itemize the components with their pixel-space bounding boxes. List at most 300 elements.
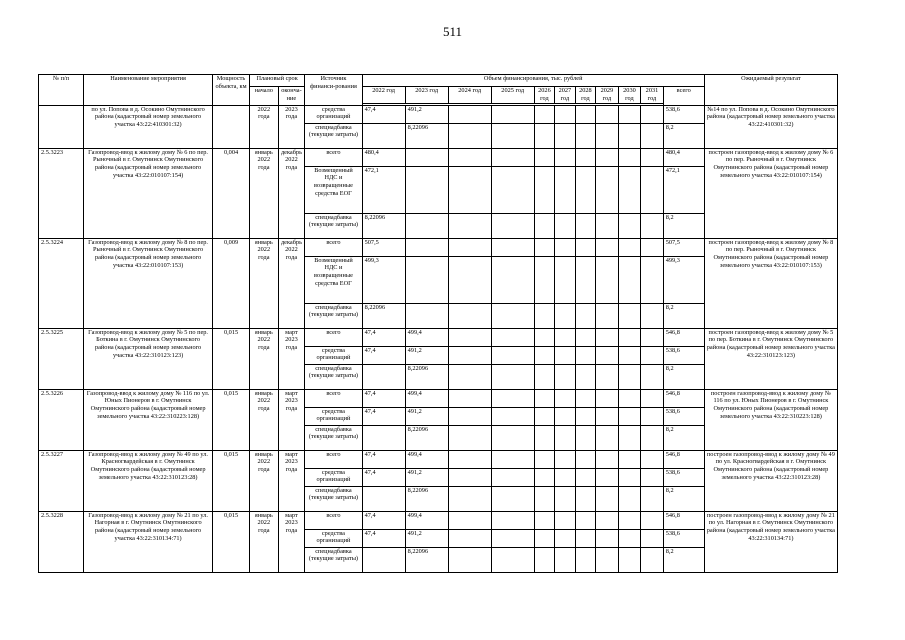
- value-2023: 491,2: [405, 407, 448, 425]
- empty-year-cell: [491, 407, 534, 425]
- value-2022: 47,4: [362, 328, 405, 346]
- empty-year-cell: [618, 529, 641, 547]
- empty-year-cell: [641, 303, 664, 328]
- empty-year-cell: [534, 328, 554, 346]
- source-label: спецнадбавка (текущие затраты): [305, 364, 362, 389]
- value-2022: 8,22096: [362, 303, 405, 328]
- table-row: [39, 328, 838, 346]
- value-2022: 472,1: [362, 166, 405, 213]
- empty-year-cell: [534, 425, 554, 450]
- empty-year-cell: [555, 547, 575, 572]
- header-start: начало: [249, 87, 278, 106]
- value-2022: 480,4: [362, 148, 405, 166]
- source-label: всего: [305, 238, 362, 256]
- empty-year-cell: [555, 486, 575, 511]
- row-capacity: 0,015: [213, 511, 250, 572]
- empty-year-cell: [491, 238, 534, 256]
- source-label: всего: [305, 328, 362, 346]
- empty-year-cell: [448, 328, 491, 346]
- empty-year-cell: [534, 238, 554, 256]
- empty-year-cell: [491, 328, 534, 346]
- empty-year-cell: [575, 256, 595, 303]
- empty-year-cell: [491, 105, 534, 123]
- empty-year-cell: [641, 547, 664, 572]
- empty-year-cell: [575, 238, 595, 256]
- empty-year-cell: [596, 425, 619, 450]
- value-total: 499,3: [663, 256, 704, 303]
- empty-year-cell: [618, 328, 641, 346]
- row-start: январь 2022 года: [249, 450, 278, 511]
- empty-year-cell: [575, 364, 595, 389]
- empty-year-cell: [491, 547, 534, 572]
- empty-year-cell: [575, 425, 595, 450]
- row-result: построен газопровод-ввод к жилому дому № 21 по ул. Нагорная в г. Омутнинск Омутнинского района (кадастровый номер земельного участка 43:22:310134:71): [704, 511, 837, 572]
- empty-year-cell: [618, 166, 641, 213]
- value-total: 546,8: [663, 328, 704, 346]
- header-year-2030: 2030 год: [618, 87, 641, 104]
- empty-year-cell: [555, 166, 575, 213]
- empty-year-cell: [534, 511, 554, 529]
- empty-year-cell: [618, 346, 641, 364]
- page-number: 511: [442, 24, 463, 39]
- empty-year-cell: [448, 256, 491, 303]
- header-end: оконча-ние: [278, 87, 305, 106]
- empty-year-cell: [555, 364, 575, 389]
- empty-year-cell: [534, 256, 554, 303]
- row-end: 2023 года: [278, 105, 305, 148]
- header-year-2024: 2024 год: [448, 87, 491, 104]
- empty-year-cell: [618, 425, 641, 450]
- empty-year-cell: [491, 529, 534, 547]
- value-total: 8,2: [663, 123, 704, 148]
- source-label: средства организаций: [305, 529, 362, 547]
- empty-year-cell: [596, 303, 619, 328]
- empty-year-cell: [596, 486, 619, 511]
- empty-year-cell: [618, 468, 641, 486]
- empty-year-cell: [491, 346, 534, 364]
- empty-year-cell: [555, 213, 575, 238]
- empty-year-cell: [641, 486, 664, 511]
- value-2022: 47,4: [362, 346, 405, 364]
- value-2023: [405, 256, 448, 303]
- value-2023: 491,2: [405, 346, 448, 364]
- value-2023: 499,4: [405, 450, 448, 468]
- empty-year-cell: [448, 468, 491, 486]
- empty-year-cell: [641, 346, 664, 364]
- empty-year-cell: [596, 166, 619, 213]
- value-2022: 47,4: [362, 105, 405, 123]
- empty-year-cell: [575, 303, 595, 328]
- empty-year-cell: [448, 148, 491, 166]
- row-start: 2022 года: [249, 105, 278, 148]
- empty-year-cell: [491, 364, 534, 389]
- empty-year-cell: [491, 425, 534, 450]
- funding-table: [38, 74, 838, 573]
- value-total: 8,2: [663, 303, 704, 328]
- table-row: [39, 450, 838, 468]
- value-2023: 491,2: [405, 105, 448, 123]
- value-2023: 8,22096: [405, 425, 448, 450]
- row-name: Газопровод-ввод к жилому дому № 116 по ул. Юных Пионеров в г. Омутнинск Омутнинского района (кадастровый номер земельного участка 43:22:310223:128): [84, 389, 213, 450]
- empty-year-cell: [448, 486, 491, 511]
- value-2023: [405, 148, 448, 166]
- empty-year-cell: [575, 529, 595, 547]
- empty-year-cell: [448, 407, 491, 425]
- value-total: 8,2: [663, 486, 704, 511]
- empty-year-cell: [618, 389, 641, 407]
- row-result: построен газопровод-ввод к жилому дому № 8 по пер. Рыночный в г. Омутнинск Омутнинского района (кадастровый номер земельного участка 43:22:010107:153): [704, 238, 837, 328]
- value-2022: 507,5: [362, 238, 405, 256]
- empty-year-cell: [555, 123, 575, 148]
- value-total: 8,2: [663, 213, 704, 238]
- empty-year-cell: [448, 166, 491, 213]
- empty-year-cell: [596, 105, 619, 123]
- row-result: построен газопровод-ввод к жилому дому № 5 по пер. Боткина в г. Омутнинск Омутнинского района (кадастровый номер земельного участка 43:22:310123:123): [704, 328, 837, 389]
- empty-year-cell: [575, 511, 595, 529]
- empty-year-cell: [641, 148, 664, 166]
- empty-year-cell: [618, 407, 641, 425]
- empty-year-cell: [534, 407, 554, 425]
- value-total: 472,1: [663, 166, 704, 213]
- empty-year-cell: [555, 468, 575, 486]
- row-number: 2.5.3226: [39, 389, 84, 450]
- value-total: 546,8: [663, 450, 704, 468]
- empty-year-cell: [448, 105, 491, 123]
- table-row: [39, 389, 838, 407]
- empty-year-cell: [596, 389, 619, 407]
- empty-year-cell: [618, 105, 641, 123]
- empty-year-cell: [575, 346, 595, 364]
- empty-year-cell: [596, 328, 619, 346]
- empty-year-cell: [534, 468, 554, 486]
- row-number: 2.5.3225: [39, 328, 84, 389]
- empty-year-cell: [534, 346, 554, 364]
- value-2023: 499,4: [405, 389, 448, 407]
- value-2023: 499,4: [405, 511, 448, 529]
- header-total: всего: [663, 87, 704, 106]
- empty-year-cell: [534, 105, 554, 123]
- value-total: 8,2: [663, 364, 704, 389]
- empty-year-cell: [641, 256, 664, 303]
- empty-year-cell: [618, 213, 641, 238]
- empty-year-cell: [448, 303, 491, 328]
- empty-year-cell: [575, 389, 595, 407]
- row-capacity: 0,015: [213, 328, 250, 389]
- header-funding: Объем финансирования, тыс. рублей: [362, 75, 704, 87]
- header-term: Плановый срок: [249, 75, 304, 87]
- row-name: по ул. Попова в д. Осокино Омутнинского района (кадастровый номер земельного участка 43:22:410301:32): [84, 105, 213, 148]
- value-2022: [362, 425, 405, 450]
- empty-year-cell: [641, 166, 664, 213]
- value-2023: [405, 166, 448, 213]
- empty-year-cell: [596, 364, 619, 389]
- empty-year-cell: [596, 123, 619, 148]
- empty-year-cell: [534, 148, 554, 166]
- empty-year-cell: [641, 425, 664, 450]
- source-label: спецнадбавка (текущие затраты): [305, 486, 362, 511]
- empty-year-cell: [596, 468, 619, 486]
- empty-year-cell: [491, 450, 534, 468]
- empty-year-cell: [641, 529, 664, 547]
- empty-year-cell: [596, 547, 619, 572]
- empty-year-cell: [555, 303, 575, 328]
- row-number: 2.5.3228: [39, 511, 84, 572]
- empty-year-cell: [575, 328, 595, 346]
- empty-year-cell: [491, 213, 534, 238]
- header-name: Наименование мероприятия: [84, 75, 213, 106]
- value-2022: [362, 486, 405, 511]
- empty-year-cell: [534, 486, 554, 511]
- value-total: 538,6: [663, 105, 704, 123]
- empty-year-cell: [534, 547, 554, 572]
- empty-year-cell: [555, 346, 575, 364]
- row-number: 2.5.3224: [39, 238, 84, 328]
- empty-year-cell: [491, 389, 534, 407]
- row-end: декабрь 2022 года: [278, 148, 305, 238]
- empty-year-cell: [555, 256, 575, 303]
- row-capacity: 0,009: [213, 238, 250, 328]
- empty-year-cell: [534, 450, 554, 468]
- row-capacity: 0,015: [213, 389, 250, 450]
- row-end: март 2023 года: [278, 450, 305, 511]
- empty-year-cell: [641, 105, 664, 123]
- value-2022: [362, 123, 405, 148]
- value-2023: [405, 213, 448, 238]
- source-label: средства организаций: [305, 105, 362, 123]
- table-row: [39, 148, 838, 166]
- source-label: спецнадбавка (текущие затраты): [305, 547, 362, 572]
- empty-year-cell: [596, 450, 619, 468]
- header-year-2027: 2027 год: [555, 87, 575, 104]
- value-2022: 47,4: [362, 511, 405, 529]
- empty-year-cell: [534, 213, 554, 238]
- empty-year-cell: [641, 238, 664, 256]
- source-label: спецнадбавка (текущие затраты): [305, 303, 362, 328]
- value-2022: 47,4: [362, 389, 405, 407]
- value-total: 538,6: [663, 468, 704, 486]
- empty-year-cell: [641, 407, 664, 425]
- empty-year-cell: [596, 407, 619, 425]
- empty-year-cell: [534, 529, 554, 547]
- empty-year-cell: [641, 450, 664, 468]
- empty-year-cell: [575, 450, 595, 468]
- row-result: №14 по ул. Попова в д. Осокино Омутнинского района (кадастровый номер земельного участка 43:22:410301:32): [704, 105, 837, 148]
- empty-year-cell: [596, 346, 619, 364]
- empty-year-cell: [448, 346, 491, 364]
- source-label: всего: [305, 389, 362, 407]
- header-year-2023: 2023 год: [405, 87, 448, 104]
- empty-year-cell: [534, 303, 554, 328]
- header-year-2026: 2026 год: [534, 87, 554, 104]
- row-start: январь 2022 года: [249, 328, 278, 389]
- empty-year-cell: [618, 450, 641, 468]
- value-total: 546,8: [663, 511, 704, 529]
- empty-year-cell: [448, 123, 491, 148]
- row-result: построен газопровод-ввод к жилому дому № 6 по пер. Рыночный в г. Омутнинск Омутнинского района (кадастровый номер земельного участка 43:22:010107:154): [704, 148, 837, 238]
- value-total: 546,8: [663, 389, 704, 407]
- empty-year-cell: [575, 166, 595, 213]
- empty-year-cell: [618, 238, 641, 256]
- header-year-2025: 2025 год: [491, 87, 534, 104]
- row-capacity: [213, 105, 250, 148]
- value-total: 507,5: [663, 238, 704, 256]
- empty-year-cell: [491, 511, 534, 529]
- empty-year-cell: [555, 450, 575, 468]
- empty-year-cell: [618, 303, 641, 328]
- row-start: январь 2022 года: [249, 389, 278, 450]
- empty-year-cell: [491, 123, 534, 148]
- empty-year-cell: [555, 425, 575, 450]
- row-name: Газопровод-ввод к жилому дому № 6 по пер. Рыночный в г. Омутнинск Омутнинского района (кадастровый номер земельного участка 43:22:010107:154): [84, 148, 213, 238]
- value-2022: 8,22096: [362, 213, 405, 238]
- empty-year-cell: [618, 364, 641, 389]
- row-start: январь 2022 года: [249, 238, 278, 328]
- source-label: спецнадбавка (текущие затраты): [305, 213, 362, 238]
- empty-year-cell: [618, 511, 641, 529]
- row-end: март 2023 года: [278, 389, 305, 450]
- header-source: Источник финанси-рования: [305, 75, 362, 106]
- empty-year-cell: [555, 328, 575, 346]
- source-label: Возмещенный НДС и возвращенные средства ЕОГ: [305, 256, 362, 303]
- value-2023: 8,22096: [405, 364, 448, 389]
- value-2023: 8,22096: [405, 486, 448, 511]
- empty-year-cell: [575, 407, 595, 425]
- source-label: всего: [305, 148, 362, 166]
- source-label: спецнадбавка (текущие затраты): [305, 425, 362, 450]
- empty-year-cell: [596, 238, 619, 256]
- empty-year-cell: [448, 547, 491, 572]
- table-row: [39, 238, 838, 256]
- empty-year-cell: [448, 425, 491, 450]
- value-total: 538,6: [663, 407, 704, 425]
- empty-year-cell: [575, 486, 595, 511]
- empty-year-cell: [618, 256, 641, 303]
- empty-year-cell: [491, 486, 534, 511]
- header-year-2028: 2028 год: [575, 87, 595, 104]
- value-2022: 47,4: [362, 450, 405, 468]
- empty-year-cell: [641, 213, 664, 238]
- source-label: Возмещенный НДС и возвращенные средства ЕОГ: [305, 166, 362, 213]
- empty-year-cell: [491, 468, 534, 486]
- row-name: Газопровод-ввод к жилому дому № 21 по ул. Нагорная в г. Омутнинск Омутнинского района (кадастровый номер земельного участка 43:22:310134:71): [84, 511, 213, 572]
- empty-year-cell: [555, 238, 575, 256]
- empty-year-cell: [641, 123, 664, 148]
- empty-year-cell: [641, 389, 664, 407]
- empty-year-cell: [448, 238, 491, 256]
- empty-year-cell: [534, 364, 554, 389]
- value-2023: 8,22096: [405, 123, 448, 148]
- table-row: [39, 511, 838, 529]
- source-label: спецнадбавка (текущие затраты): [305, 123, 362, 148]
- empty-year-cell: [575, 105, 595, 123]
- empty-year-cell: [596, 511, 619, 529]
- value-2023: 499,4: [405, 328, 448, 346]
- empty-year-cell: [534, 123, 554, 148]
- empty-year-cell: [534, 389, 554, 407]
- empty-year-cell: [575, 213, 595, 238]
- row-start: январь 2022 года: [249, 511, 278, 572]
- row-end: декабрь 2022 года: [278, 238, 305, 328]
- empty-year-cell: [596, 148, 619, 166]
- value-total: 8,2: [663, 425, 704, 450]
- empty-year-cell: [491, 256, 534, 303]
- empty-year-cell: [641, 364, 664, 389]
- source-label: средства организаций: [305, 346, 362, 364]
- empty-year-cell: [555, 407, 575, 425]
- empty-year-cell: [491, 166, 534, 213]
- row-result: построен газопровод-ввод к жилому дому № 116 по ул. Юных Пионеров в г. Омутнинск Омутнинского района (кадастровый номер земельного участка 43:22:310223:128): [704, 389, 837, 450]
- empty-year-cell: [448, 529, 491, 547]
- empty-year-cell: [491, 148, 534, 166]
- empty-year-cell: [575, 547, 595, 572]
- row-name: Газопровод-ввод к жилому дому № 49 по ул. Красногвардейская в г. Омутнинск Омутнинского района (кадастровый номер земельного участка 43:22:310123:28): [84, 450, 213, 511]
- empty-year-cell: [448, 213, 491, 238]
- value-2023: [405, 238, 448, 256]
- header-year-2022: 2022 год: [362, 87, 405, 104]
- empty-year-cell: [555, 105, 575, 123]
- empty-year-cell: [641, 468, 664, 486]
- empty-year-cell: [555, 529, 575, 547]
- value-2023: 8,22096: [405, 547, 448, 572]
- value-2023: 491,2: [405, 529, 448, 547]
- value-2023: [405, 303, 448, 328]
- value-2023: 491,2: [405, 468, 448, 486]
- empty-year-cell: [618, 486, 641, 511]
- row-name: Газопровод-ввод к жилому дому № 8 по пер. Рыночный в г. Омутнинск Омутнинского района (кадастровый номер земельного участка 43:22:010107:153): [84, 238, 213, 328]
- empty-year-cell: [448, 450, 491, 468]
- empty-year-cell: [448, 511, 491, 529]
- header-year-2031: 2031 год: [641, 87, 664, 104]
- row-end: март 2023 года: [278, 511, 305, 572]
- value-total: 8,2: [663, 547, 704, 572]
- empty-year-cell: [575, 148, 595, 166]
- row-start: январь 2022 года: [249, 148, 278, 238]
- empty-year-cell: [641, 328, 664, 346]
- source-label: всего: [305, 511, 362, 529]
- empty-year-cell: [555, 389, 575, 407]
- empty-year-cell: [596, 529, 619, 547]
- empty-year-cell: [491, 303, 534, 328]
- value-2022: [362, 364, 405, 389]
- empty-year-cell: [448, 389, 491, 407]
- value-2022: 47,4: [362, 529, 405, 547]
- empty-year-cell: [555, 148, 575, 166]
- value-2022: 499,3: [362, 256, 405, 303]
- value-total: 538,6: [663, 346, 704, 364]
- empty-year-cell: [448, 364, 491, 389]
- empty-year-cell: [618, 123, 641, 148]
- empty-year-cell: [618, 547, 641, 572]
- source-label: всего: [305, 450, 362, 468]
- row-number: [39, 105, 84, 148]
- empty-year-cell: [534, 166, 554, 213]
- empty-year-cell: [575, 468, 595, 486]
- row-number: 2.5.3223: [39, 148, 84, 238]
- row-capacity: 0,004: [213, 148, 250, 238]
- row-number: 2.5.3227: [39, 450, 84, 511]
- header-capacity: Мощность объекта, км: [213, 75, 250, 106]
- value-2022: 47,4: [362, 407, 405, 425]
- row-capacity: 0,015: [213, 450, 250, 511]
- table-body: [39, 105, 838, 572]
- empty-year-cell: [641, 511, 664, 529]
- value-total: 480,4: [663, 148, 704, 166]
- source-label: средства организаций: [305, 407, 362, 425]
- empty-year-cell: [555, 511, 575, 529]
- header-year-2029: 2029 год: [596, 87, 619, 104]
- header-result: Ожидаемый результат: [704, 75, 837, 106]
- value-2022: 47,4: [362, 468, 405, 486]
